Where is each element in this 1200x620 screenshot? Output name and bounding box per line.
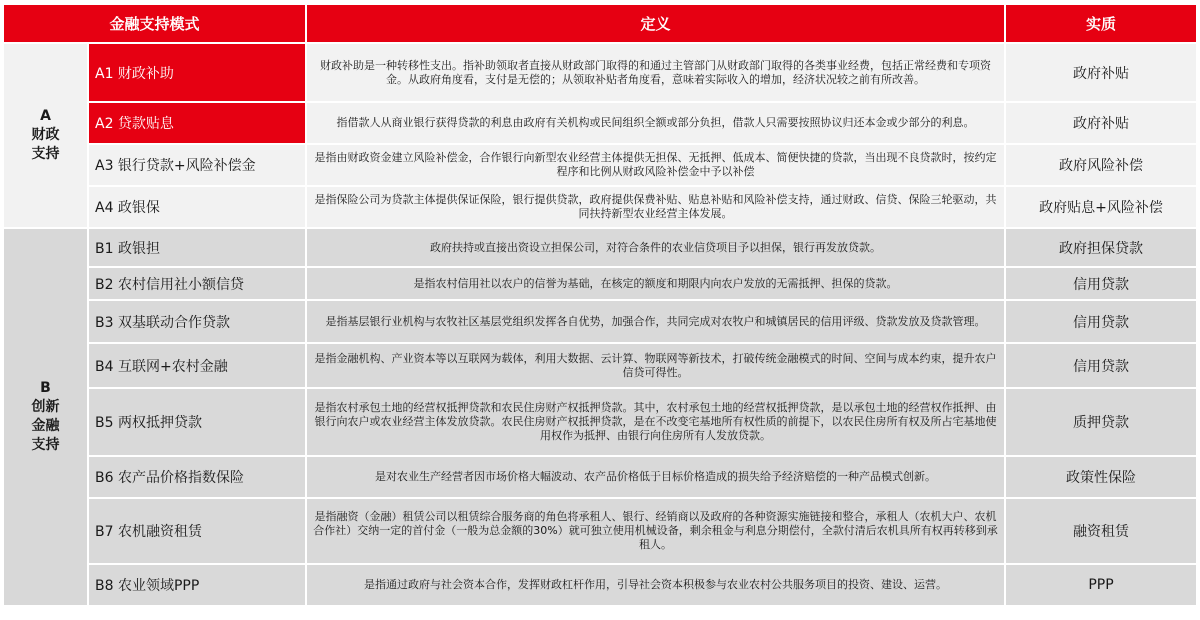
row-mode: B6 农产品价格指数保险 xyxy=(89,457,305,497)
row-definition: 指借款人从商业银行获得贷款的利息由政府有关机构或民间组织全额或部分负担，借款人只需要按照协议归还本金或少部分的利息。 xyxy=(307,103,1004,143)
support-mode-table xyxy=(4,5,1196,611)
row-mode: A2 贷款贴息 xyxy=(89,103,305,143)
row-essence: 政府贴息+风险补偿 xyxy=(1006,187,1196,227)
row-definition: 是指农村承包土地的经营权抵押贷款和农民住房财产权抵押贷款。其中，农村承包土地的经营权抵押贷款，是以承包土地的经营权作抵押、由银行向农户或农业经营主体发放贷款。农民住房财产权抵押贷款，是在不改变宅基地所有权性质的前提下，以农民住房所有权及所占宅基地使用权作为抵押、由银行向住房所有人发放贷款。 xyxy=(307,389,1004,455)
row-essence: 质押贷款 xyxy=(1006,389,1196,455)
row-definition: 是指基层银行业机构与农牧社区基层党组织发挥各自优势，加强合作，共同完成对农牧户和城镇居民的信用评级、贷款发放及贷款管理。 xyxy=(307,301,1004,342)
group-b-label xyxy=(4,229,87,605)
group-a-code: A xyxy=(40,108,51,124)
header-mode: 金融支持模式 xyxy=(4,5,305,42)
row-mode: B3 双基联动合作贷款 xyxy=(89,301,305,342)
row-mode: A4 政银保 xyxy=(89,187,305,227)
group-a-label xyxy=(4,44,87,227)
row-mode: B1 政银担 xyxy=(89,229,305,266)
row-definition: 财政补助是一种转移性支出。指补助领取者直接从财政部门取得的和通过主管部门从财政部门取得的各类事业经费，包括正常经费和专项资金。从政府角度看，支付是无偿的；从领取补贴者角度看，意味着实际收入的增加，经济状况较之前有所改善。 xyxy=(307,44,1004,101)
row-essence: 信用贷款 xyxy=(1006,301,1196,342)
row-mode: B5 两权抵押贷款 xyxy=(89,389,305,455)
header-definition: 定义 xyxy=(307,5,1004,42)
row-mode: A1 财政补助 xyxy=(89,44,305,101)
row-essence: 融资租赁 xyxy=(1006,499,1196,563)
group-b-line1: 创新 xyxy=(31,399,60,415)
row-essence: 政府补贴 xyxy=(1006,44,1196,101)
row-definition: 是指由财政资金建立风险补偿金，合作银行向新型农业经营主体提供无担保、无抵押、低成本、简便快捷的贷款，当出现不良贷款时，按约定程序和比例从财政风险补偿金中予以补偿 xyxy=(307,145,1004,185)
row-definition: 是指保险公司为贷款主体提供保证保险，银行提供贷款，政府提供保费补贴、贴息补贴和风险补偿支持，通过财政、信贷、保险三轮驱动，共同扶持新型农业经营主体发展。 xyxy=(307,187,1004,227)
row-mode: B2 农村信用社小额信贷 xyxy=(89,268,305,299)
row-essence: 信用贷款 xyxy=(1006,268,1196,299)
group-b-line2: 金融 xyxy=(31,418,60,434)
row-essence: 政府担保贷款 xyxy=(1006,229,1196,266)
row-essence: 政府补贴 xyxy=(1006,103,1196,143)
header-essence: 实质 xyxy=(1006,5,1196,42)
row-essence: 信用贷款 xyxy=(1006,344,1196,387)
row-essence: 政策性保险 xyxy=(1006,457,1196,497)
row-essence: PPP xyxy=(1006,565,1196,605)
group-a-line1: 财政 xyxy=(31,127,60,143)
row-definition: 政府扶持或直接出资设立担保公司，对符合条件的农业信贷项目予以担保，银行再发放贷款。 xyxy=(307,229,1004,266)
group-b-code: B xyxy=(40,380,51,396)
row-mode: B7 农机融资租赁 xyxy=(89,499,305,563)
row-definition: 是对农业生产经营者因市场价格大幅波动、农产品价格低于目标价格造成的损失给予经济赔偿的一种产品模式创新。 xyxy=(307,457,1004,497)
row-mode: A3 银行贷款+风险补偿金 xyxy=(89,145,305,185)
row-mode: B4 互联网+农村金融 xyxy=(89,344,305,387)
row-mode: B8 农业领域PPP xyxy=(89,565,305,605)
row-definition: 是指通过政府与社会资本合作，发挥财政杠杆作用，引导社会资本积极参与农业农村公共服务项目的投资、建设、运营。 xyxy=(307,565,1004,605)
row-definition: 是指融资（金融）租赁公司以租赁综合服务商的角色将承租人、银行、经销商以及政府的各种资源实施链接和整合，承租人（农机大户、农机合作社）交纳一定的首付金（一般为总金额的30%）就可独立使用机械设备，剩余租金与利息分期偿付，全款付清后农机具所有权再转移到承租人。 xyxy=(307,499,1004,563)
row-definition: 是指农村信用社以农户的信誉为基础，在核定的额度和期限内向农户发放的无需抵押、担保的贷款。 xyxy=(307,268,1004,299)
group-a-line2: 支持 xyxy=(31,146,60,162)
row-definition: 是指金融机构、产业资本等以互联网为载体，利用大数据、云计算、物联网等新技术，打破传统金融模式的时间、空间与成本约束，提升农户信贷可得性。 xyxy=(307,344,1004,387)
row-essence: 政府风险补偿 xyxy=(1006,145,1196,185)
group-b-line3: 支持 xyxy=(31,437,60,453)
